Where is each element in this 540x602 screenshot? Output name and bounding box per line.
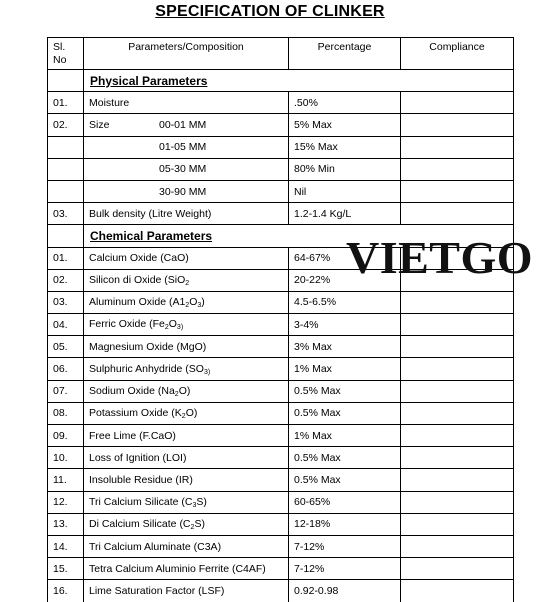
parameter-name: Loss of Ignition (LOI) [89, 451, 187, 464]
row-compliance [401, 158, 514, 180]
table-row [48, 558, 514, 580]
parameter-name: Bulk density (Litre Weight) [89, 207, 212, 220]
row-number: 14. [48, 535, 84, 557]
row-percentage: 80% Min [289, 158, 401, 180]
table-row [48, 380, 514, 402]
row-parameter [84, 291, 289, 313]
row-compliance [401, 513, 514, 535]
parameter-name: S) [194, 517, 205, 530]
header-sl-no [48, 38, 84, 70]
row-number: 09. [48, 425, 84, 447]
row-parameter [84, 158, 289, 180]
row-parameter [84, 535, 289, 557]
parameter-name: Size [89, 118, 110, 131]
row-percentage: 1% Max [289, 358, 401, 380]
parameter-name: O) [185, 406, 198, 419]
row-compliance [401, 402, 514, 424]
row-parameter [84, 513, 289, 535]
parameter-name: Calcium Oxide (CaO) [89, 252, 189, 265]
section-chemical-label: Chemical Parameters [90, 228, 213, 243]
table-row [48, 336, 514, 358]
row-compliance [401, 380, 514, 402]
parameter-name: Moisture [89, 96, 130, 109]
row-number: 01. [48, 92, 84, 114]
parameter-name: ) [201, 295, 205, 308]
parameter-name: Tri Calcium Silicate (C [89, 495, 193, 508]
table-row [48, 180, 514, 202]
row-number: 12. [48, 491, 84, 513]
row-percentage: 0.5% Max [289, 447, 401, 469]
row-percentage: 3% Max [289, 336, 401, 358]
row-compliance [401, 447, 514, 469]
row-parameter [84, 447, 289, 469]
parameter-subscript: 2 [181, 412, 186, 420]
parameter-name: Insoluble Residue (IR) [89, 473, 193, 486]
parameter-subscript: 3 [192, 501, 197, 509]
table-header-row [48, 38, 514, 70]
table-row [48, 136, 514, 158]
row-percentage: 60-65% [289, 491, 401, 513]
parameter-name: Ferric Oxide (Fe [89, 318, 165, 331]
header-parameters: Parameters/Composition [84, 38, 289, 70]
row-number: 08. [48, 402, 84, 424]
row-number: 15. [48, 558, 84, 580]
row-percentage: 15% Max [289, 136, 401, 158]
row-number: 03. [48, 291, 84, 313]
row-parameter [84, 247, 289, 269]
row-percentage: 5% Max [289, 114, 401, 136]
table-row [48, 291, 514, 313]
parameter-name: S) [196, 495, 207, 508]
row-percentage: 7-12% [289, 535, 401, 557]
document-title: SPECIFICATION OF CLINKER [155, 3, 385, 20]
table-row [48, 358, 514, 380]
parameter-subscript: 2 [185, 301, 190, 309]
table-row [48, 447, 514, 469]
specification-table [47, 37, 514, 602]
section-row-physical [48, 70, 514, 92]
section-physical-label: Physical Parameters [90, 73, 208, 88]
row-number [48, 180, 84, 202]
row-percentage: 4.5-6.5% [289, 291, 401, 313]
row-number: 03. [48, 203, 84, 225]
parameter-name: Tri Calcium Aluminate (C3A) [89, 540, 222, 553]
watermark-logo: VIETGO [346, 232, 534, 283]
parameter-subscript: 2 [174, 390, 179, 398]
header-sl-no-text: Sl. No [53, 41, 67, 66]
table-row [48, 535, 514, 557]
parameter-subscript: 2 [164, 324, 169, 332]
table-row [48, 203, 514, 225]
row-compliance [401, 558, 514, 580]
row-compliance [401, 314, 514, 336]
row-percentage: 7-12% [289, 558, 401, 580]
row-number [48, 136, 84, 158]
table-row [48, 114, 514, 136]
row-parameter [84, 336, 289, 358]
row-number: 02. [48, 114, 84, 136]
row-compliance [401, 358, 514, 380]
row-parameter [84, 180, 289, 202]
row-number: 06. [48, 358, 84, 380]
row-compliance [401, 535, 514, 557]
row-compliance [401, 114, 514, 136]
table-row [48, 425, 514, 447]
size-range: 01-05 MM [159, 141, 207, 154]
size-range: 05-30 MM [159, 163, 207, 176]
table-row [48, 92, 514, 114]
row-parameter [84, 558, 289, 580]
row-compliance [401, 336, 514, 358]
table-row [48, 580, 514, 602]
row-number: 02. [48, 269, 84, 291]
row-percentage: 20-22% [289, 269, 401, 291]
section-title-physical [84, 70, 514, 92]
table-row [48, 402, 514, 424]
parameter-name: Silicon di Oxide (SiO [89, 273, 186, 286]
parameter-subscript: 3 [197, 301, 202, 309]
parameter-subscript: 3) [176, 324, 184, 332]
row-parameter [84, 203, 289, 225]
row-percentage: 64-67% [289, 247, 401, 269]
row-percentage: 1% Max [289, 425, 401, 447]
row-compliance [401, 180, 514, 202]
row-parameter [84, 358, 289, 380]
row-parameter [84, 580, 289, 602]
row-compliance [401, 92, 514, 114]
row-parameter [84, 425, 289, 447]
header-percentage: Percentage [289, 38, 401, 70]
row-parameter [84, 136, 289, 158]
parameter-name: Tetra Calcium Aluminio Ferrite (C4AF) [89, 562, 266, 575]
row-compliance [401, 136, 514, 158]
header-compliance: Compliance [401, 38, 514, 70]
row-compliance [401, 291, 514, 313]
size-range: 30-90 MM [159, 185, 207, 198]
row-percentage: 0.5% Max [289, 469, 401, 491]
table-row [48, 491, 514, 513]
row-percentage: 0.5% Max [289, 380, 401, 402]
row-number [48, 158, 84, 180]
row-parameter [84, 269, 289, 291]
row-parameter [84, 402, 289, 424]
row-number: 07. [48, 380, 84, 402]
table-row [48, 158, 514, 180]
parameter-name: O [189, 295, 198, 308]
parameter-name: Di Calcium Silicate (C [89, 517, 191, 530]
table-row [48, 469, 514, 491]
row-compliance [401, 491, 514, 513]
parameter-name: O [168, 318, 177, 331]
row-compliance [401, 203, 514, 225]
row-percentage: 0.92-0.98 [289, 580, 401, 602]
row-percentage: 3-4% [289, 314, 401, 336]
row-parameter [84, 92, 289, 114]
parameter-subscript: 2 [185, 279, 190, 287]
parameter-name: Aluminum Oxide (A1 [89, 295, 186, 308]
parameter-name: Sulphuric Anhydride (SO [89, 362, 204, 375]
parameter-name: Magnesium Oxide (MgO) [89, 340, 207, 353]
table-row [48, 513, 514, 535]
row-number: 01. [48, 247, 84, 269]
row-compliance [401, 425, 514, 447]
row-parameter [84, 114, 289, 136]
parameter-name: Lime Saturation Factor (LSF) [89, 584, 225, 597]
row-parameter [84, 491, 289, 513]
section-spacer [48, 70, 84, 92]
row-percentage: Nil [289, 180, 401, 202]
row-percentage: 0.5% Max [289, 402, 401, 424]
parameter-subscript: 2 [190, 523, 195, 531]
parameter-subscript: 3) [203, 368, 211, 376]
row-compliance [401, 469, 514, 491]
row-percentage: 1.2-1.4 Kg/L [289, 203, 401, 225]
row-number: 05. [48, 336, 84, 358]
size-range: 00-01 MM [159, 118, 207, 131]
row-parameter [84, 380, 289, 402]
row-number: 16. [48, 580, 84, 602]
row-number: 11. [48, 469, 84, 491]
table-row [48, 314, 514, 336]
row-percentage: .50% [289, 92, 401, 114]
row-number: 13. [48, 513, 84, 535]
table-body [48, 70, 514, 602]
row-compliance [401, 580, 514, 602]
parameter-name: Sodium Oxide (Na [89, 384, 175, 397]
row-number: 04. [48, 314, 84, 336]
parameter-name: Free Lime (F.CaO) [89, 429, 176, 442]
parameter-name: Potassium Oxide (K [89, 406, 182, 419]
parameter-name: O) [178, 384, 191, 397]
row-parameter [84, 469, 289, 491]
row-parameter [84, 314, 289, 336]
section-spacer [48, 225, 84, 247]
row-number: 10. [48, 447, 84, 469]
row-percentage: 12-18% [289, 513, 401, 535]
